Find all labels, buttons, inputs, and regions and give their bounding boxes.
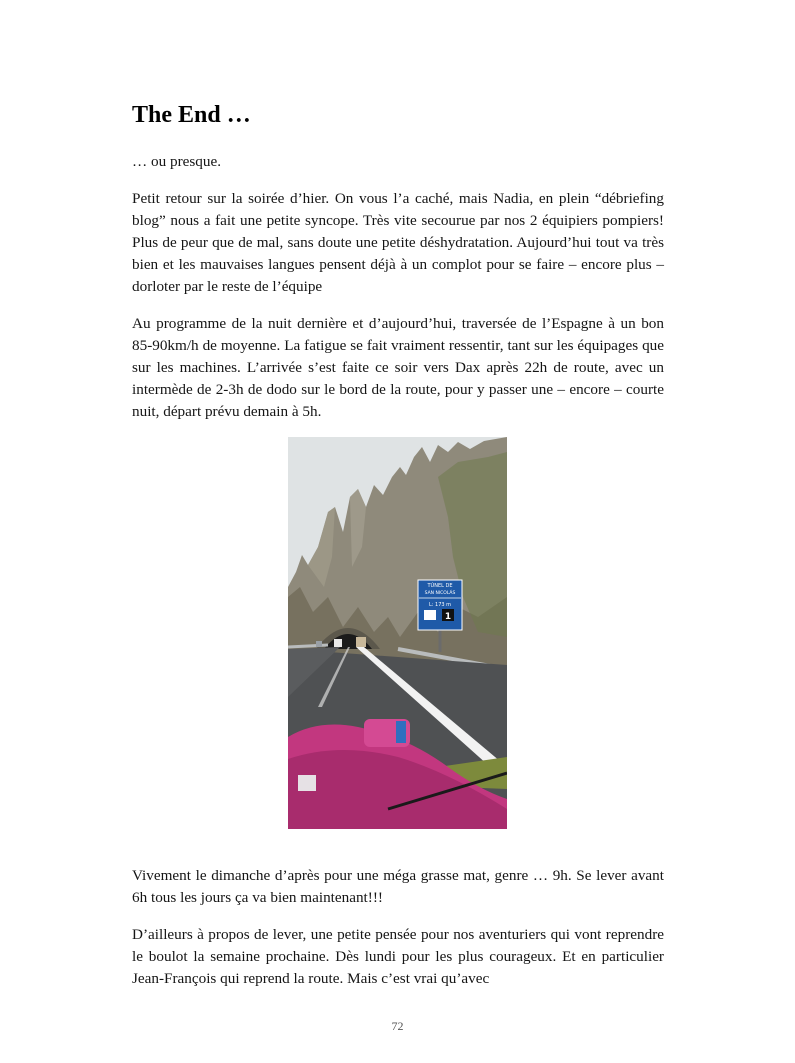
paragraph-back-to-work: D’ailleurs à propos de lever, une petite pensée pour nos aventuriers qui vont reprendre le boulot la semaine prochaine. Dès lundi pour les plus courageux. Et en particulier Jean-François qui reprend la route. Mais c’est vrai qu’avec (132, 926, 664, 987)
tunnel-sign-line2: SAN NICOLÁS (424, 591, 456, 596)
paragraph-evening-recap: Petit retour sur la soirée d’hier. On vous l’a caché, mais Nadia, en plein “débriefing blog” nous a fait une petite syncope. Très vite secourue par nos 2 équipiers pompiers! Plus de peur que de mal, sans doute une petite déshydratation. Aujourd’hui tout va très bien et les mauvaises langues pensent déjà à un complot pour se faire – encore plus – dorloter par le reste de l’équipe (132, 190, 664, 295)
tunnel-sign-number: 1 (444, 612, 452, 622)
tunnel-sign-length: L: 173 m (428, 602, 452, 608)
page-number: 72 (391, 1019, 404, 1033)
page-title: The End … (132, 102, 251, 128)
tunnel-sign-line1: TÚNEL DE (427, 583, 453, 589)
paragraph-sunday-sleep: Vivement le dimanche d’après pour une méga grasse mat, genre … 9h. Se lever avant 6h tous les jours ça va bien maintenant!!! (132, 867, 664, 906)
paragraph-intro: … ou presque. (132, 153, 221, 170)
tunnel-road-photo (288, 437, 507, 829)
paragraph-spain-crossing: Au programme de la nuit dernière et d’aujourd’hui, traversée de l’Espagne à un bon 85-90km/h de moyenne. La fatigue se fait vraiment ressentir, tant sur les équipages que sur les machines. L’arrivée s’est faite ce soir vers Dax après 22h de route, avec un intermède de 2-3h de dodo sur le bord de la route, pour y passer une – encore – courte nuit, départ prévu demain à 5h. (132, 315, 664, 420)
